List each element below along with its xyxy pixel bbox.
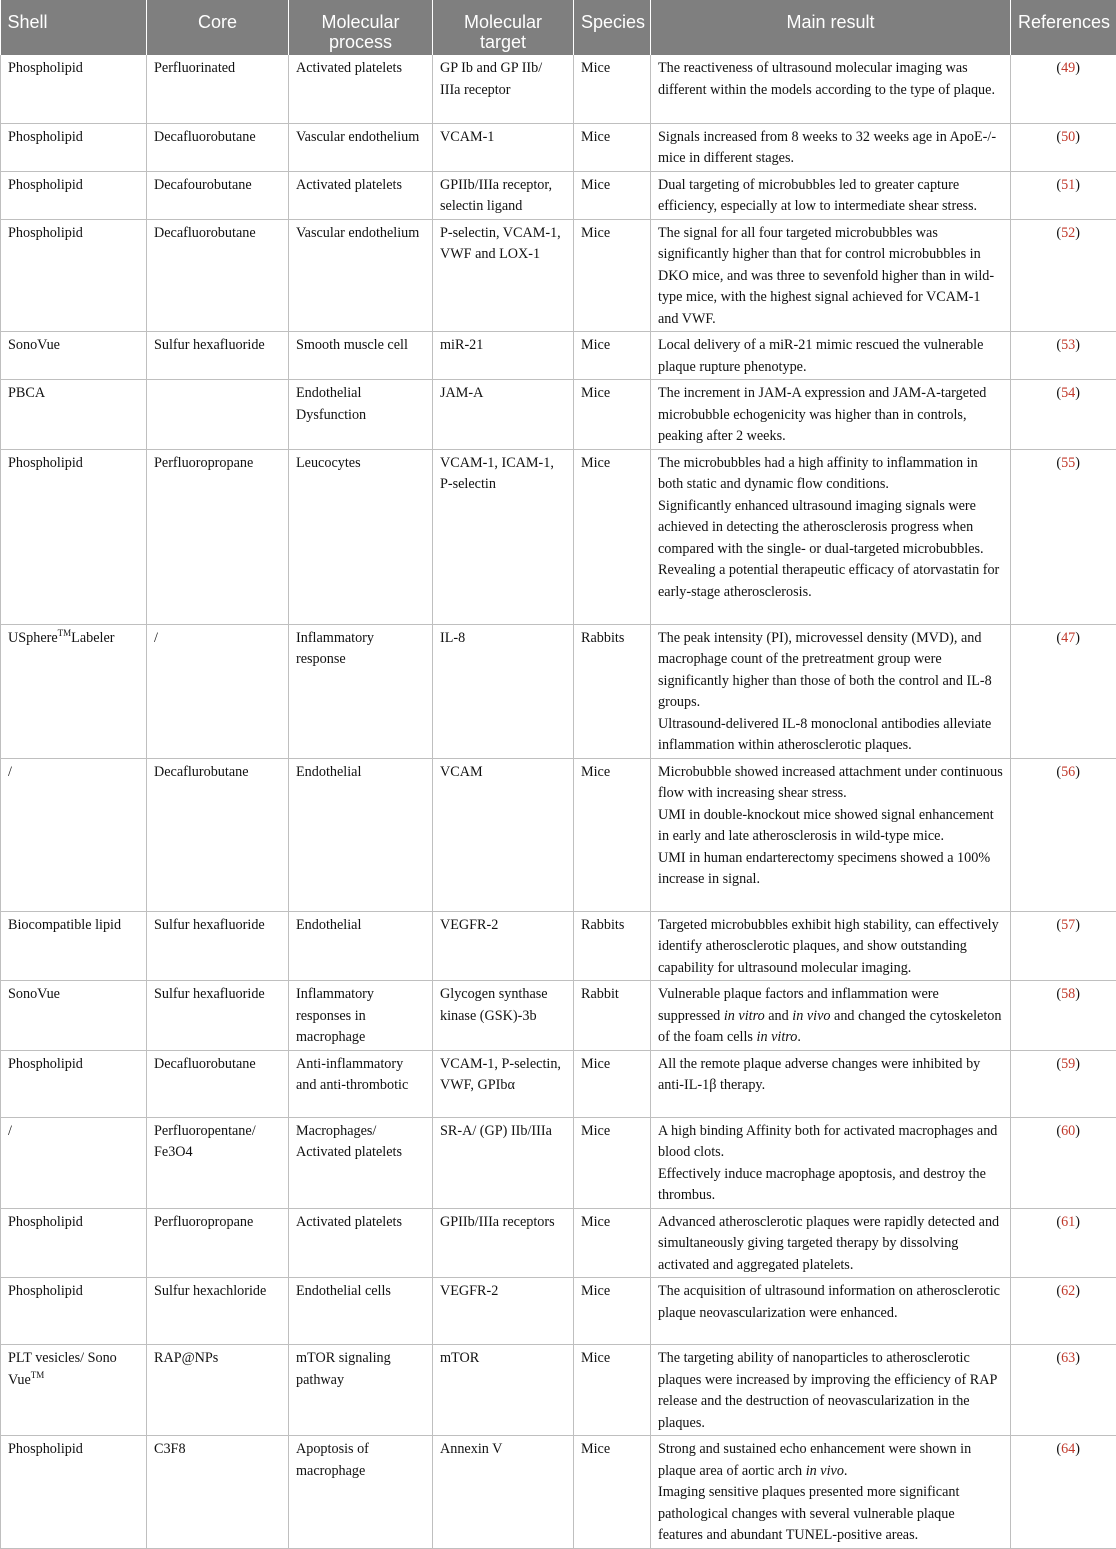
cell-core: Decaflurobutane: [147, 758, 289, 911]
cell-molecular-process: Endothelial: [289, 758, 433, 911]
cell-shell: [1, 380, 147, 450]
table-row: [1, 1050, 1116, 1117]
cell-core: Sulfur hexachloride: [147, 1278, 289, 1345]
trademark-superscript: TM: [58, 628, 72, 638]
cell-species: Rabbits: [574, 911, 651, 981]
table-row: [1, 55, 1116, 123]
cell-core: C3F8: [147, 1436, 289, 1549]
reference-link[interactable]: 63: [1061, 1350, 1075, 1366]
cell-molecular-target: VCAM-1, P-selectin, VWF, GPIbα: [433, 1050, 574, 1117]
result-line: The signal for all four targeted microbubbles was significantly higher than that for control microbubbles in DKO mice, and was three to sevenfold higher than in wild-type mice, with the highest signal achieved for VCAM-1 and VWF.: [658, 223, 1003, 331]
shell-text: Phospholipid: [8, 177, 83, 193]
cell-shell: [1, 219, 147, 332]
cell-core: Perfluoropentane/ Fe3O4: [147, 1117, 289, 1208]
cell-reference: (57): [1011, 911, 1116, 981]
reference-link[interactable]: 62: [1061, 1283, 1075, 1299]
table-row: [1, 380, 1116, 450]
cell-molecular-target: SR-A/ (GP) IIb/IIIa: [433, 1117, 574, 1208]
cell-shell: [1, 1117, 147, 1208]
cell-molecular-process: Macrophages/ Activated platelets: [289, 1117, 433, 1208]
table-row: [1, 1345, 1116, 1436]
reference-link[interactable]: 57: [1061, 917, 1075, 933]
result-line: The peak intensity (PI), microvessel density (MVD), and macrophage count of the pretreatment group were significantly higher than those of both the control and IL-8 groups.: [658, 628, 1003, 714]
result-line: Signals increased from 8 weeks to 32 weeks age in ApoE-/-mice in different stages.: [658, 127, 1003, 170]
cell-reference: (59): [1011, 1050, 1116, 1117]
cell-molecular-process: Endothelial: [289, 911, 433, 981]
cell-core: Sulfur hexafluoride: [147, 981, 289, 1051]
cell-shell: [1, 332, 147, 380]
cell-core: Perfluoropropane: [147, 449, 289, 624]
result-line: UMI in human endarterectomy specimens showed a 100% increase in signal.: [658, 848, 1003, 891]
cell-main-result: [651, 171, 1011, 219]
table-row: [1, 1117, 1116, 1208]
shell-text: /: [8, 1123, 12, 1139]
cell-molecular-process: Inflammatory response: [289, 624, 433, 758]
cell-reference: (58): [1011, 981, 1116, 1051]
cell-molecular-process: Vascular endothelium: [289, 123, 433, 171]
cell-shell: [1, 1050, 147, 1117]
reference-link[interactable]: 52: [1061, 225, 1075, 241]
cell-molecular-target: IL-8: [433, 624, 574, 758]
cell-molecular-target: Glycogen synthase kinase (GSK)-3b: [433, 981, 574, 1051]
result-line: Microbubble showed increased attachment under continuous flow with increasing shear stress.: [658, 762, 1003, 805]
cell-core: /: [147, 624, 289, 758]
cell-molecular-process: Inflammatory responses in macrophage: [289, 981, 433, 1051]
cell-main-result: [651, 1117, 1011, 1208]
result-line: A high binding Affinity both for activated macrophages and blood clots.: [658, 1121, 1003, 1164]
result-line: The reactiveness of ultrasound molecular imaging was different within the models according to the type of plaque.: [658, 58, 1003, 101]
reference-link[interactable]: 56: [1061, 764, 1075, 780]
cell-molecular-target: miR-21: [433, 332, 574, 380]
cell-species: Mice: [574, 171, 651, 219]
table-row: [1, 1436, 1116, 1549]
header-molecular-target: Molecular target: [433, 0, 574, 55]
cell-species: Rabbit: [574, 981, 651, 1051]
cell-molecular-target: VCAM-1: [433, 123, 574, 171]
cell-reference: (61): [1011, 1208, 1116, 1278]
cell-molecular-process: Anti-inflammatory and anti-thrombotic: [289, 1050, 433, 1117]
cell-core: Sulfur hexafluoride: [147, 332, 289, 380]
cell-reference: (62): [1011, 1278, 1116, 1345]
reference-link[interactable]: 47: [1061, 630, 1075, 646]
cell-reference: (53): [1011, 332, 1116, 380]
cell-molecular-target: GPIIb/IIIa receptors: [433, 1208, 574, 1278]
cell-reference: (64): [1011, 1436, 1116, 1549]
table-row: [1, 449, 1116, 624]
cell-species: Rabbits: [574, 624, 651, 758]
cell-core: RAP@NPs: [147, 1345, 289, 1436]
cell-main-result: Strong and sustained echo enhancement were shown in plaque area of aortic arch in vivo. Imaging sensitive plaques presented more significant pathological changes with several vulnerable plaque features and abundant TUNEL-positive areas.: [651, 1436, 1011, 1549]
cell-shell: [1, 1345, 147, 1436]
cell-core: Perfluorinated: [147, 55, 289, 123]
cell-molecular-process: mTOR signaling pathway: [289, 1345, 433, 1436]
cell-reference: (52): [1011, 219, 1116, 332]
header-species: Species: [574, 0, 651, 55]
cell-molecular-process: Smooth muscle cell: [289, 332, 433, 380]
cell-molecular-process: Activated platelets: [289, 55, 433, 123]
cell-molecular-target: P-selectin, VCAM-1, VWF and LOX-1: [433, 219, 574, 332]
cell-molecular-target: VEGFR-2: [433, 911, 574, 981]
table-row: [1, 332, 1116, 380]
cell-molecular-process: Activated platelets: [289, 171, 433, 219]
cell-molecular-target: VCAM-1, ICAM-1, P-selectin: [433, 449, 574, 624]
result-line: Local delivery of a miR-21 mimic rescued the vulnerable plaque rupture phenotype.: [658, 335, 1003, 378]
cell-core: Decafourobutane: [147, 171, 289, 219]
cell-species: Mice: [574, 1208, 651, 1278]
cell-reference: (54): [1011, 380, 1116, 450]
cell-main-result: [651, 123, 1011, 171]
cell-species: Mice: [574, 55, 651, 123]
cell-shell: [1, 55, 147, 123]
cell-core: [147, 380, 289, 450]
header-row: [1, 0, 1116, 55]
shell-text: Phospholipid: [8, 1441, 83, 1457]
cell-molecular-process: Endothelial cells: [289, 1278, 433, 1345]
table-row: [1, 219, 1116, 332]
result-line: Advanced atherosclerotic plaques were rapidly detected and simultaneously giving targeted therapy by dissolving activated and aggregated platelets.: [658, 1212, 1003, 1277]
cell-reference: (47): [1011, 624, 1116, 758]
cell-species: Mice: [574, 1436, 651, 1549]
cell-molecular-target: Annexin V: [433, 1436, 574, 1549]
cell-shell: [1, 981, 147, 1051]
shell-text: SonoVue: [8, 986, 60, 1002]
table-row: [1, 911, 1116, 981]
cell-shell: [1, 1436, 147, 1549]
table-row: [1, 123, 1116, 171]
cell-reference: (49): [1011, 55, 1116, 123]
shell-text-tail: Labeler: [71, 630, 114, 646]
cell-shell: [1, 758, 147, 911]
reference-link[interactable]: 58: [1061, 986, 1075, 1002]
cell-shell: [1, 123, 147, 171]
shell-text: USphere: [8, 630, 58, 646]
reference-link[interactable]: 49: [1061, 60, 1075, 76]
cell-shell: [1, 911, 147, 981]
table-body: [1, 55, 1116, 1548]
cell-species: Mice: [574, 1345, 651, 1436]
shell-text: Biocompatible lipid: [8, 917, 121, 933]
shell-text: /: [8, 764, 12, 780]
cell-molecular-target: GP Ib and GP IIb/ IIIa receptor: [433, 55, 574, 123]
cell-reference: (63): [1011, 1345, 1116, 1436]
result-line: Effectively induce macrophage apoptosis, and destroy the thrombus.: [658, 1164, 1003, 1207]
cell-main-result: [651, 219, 1011, 332]
cell-main-result: [651, 1050, 1011, 1117]
result-line: UMI in double-knockout mice showed signal enhancement in early and late atherosclerosis in wild-type mice.: [658, 805, 1003, 848]
reference-link[interactable]: 60: [1061, 1123, 1075, 1139]
reference-link[interactable]: 61: [1061, 1214, 1075, 1230]
cell-shell: [1, 171, 147, 219]
cell-main-result: [651, 1208, 1011, 1278]
cell-reference: (50): [1011, 123, 1116, 171]
result-line: All the remote plaque adverse changes were inhibited by anti-IL-1β therapy.: [658, 1054, 1003, 1097]
shell-text: Phospholipid: [8, 1214, 83, 1230]
shell-text: Phospholipid: [8, 129, 83, 145]
cell-shell: [1, 1278, 147, 1345]
table-row: [1, 171, 1116, 219]
cell-core: Decafluorobutane: [147, 1050, 289, 1117]
cell-shell: [1, 1208, 147, 1278]
cell-main-result: [651, 1278, 1011, 1345]
cell-molecular-target: VCAM: [433, 758, 574, 911]
cell-main-result: [651, 758, 1011, 911]
cell-molecular-process: Vascular endothelium: [289, 219, 433, 332]
cell-reference: (56): [1011, 758, 1116, 911]
shell-text: Phospholipid: [8, 1283, 83, 1299]
cell-main-result: [651, 624, 1011, 758]
cell-main-result: [651, 449, 1011, 624]
result-line: Significantly enhanced ultrasound imaging signals were achieved in detecting the atherosclerosis progress when compared with the single- or dual-targeted microbubbles.: [658, 496, 1003, 561]
cell-species: Mice: [574, 1117, 651, 1208]
result-line: Dual targeting of microbubbles led to greater capture efficiency, especially at low to intermediate shear stress.: [658, 175, 1003, 218]
table-row: [1, 624, 1116, 758]
result-line: The increment in JAM-A expression and JAM-A-targeted microbubble echogenicity was higher than in controls, peaking after 2 weeks.: [658, 383, 1003, 448]
shell-text: Phospholipid: [8, 1056, 83, 1072]
table-row: [1, 758, 1116, 911]
result-line: Revealing a potential therapeutic efficacy of atorvastatin for early-stage atherosclerosis.: [658, 560, 1003, 603]
cell-molecular-target: mTOR: [433, 1345, 574, 1436]
cell-core: Sulfur hexafluoride: [147, 911, 289, 981]
cell-molecular-target: VEGFR-2: [433, 1278, 574, 1345]
cell-reference: (51): [1011, 171, 1116, 219]
shell-text: Phospholipid: [8, 225, 83, 241]
reference-link[interactable]: 51: [1061, 177, 1075, 193]
cell-species: Mice: [574, 758, 651, 911]
cell-molecular-process: Activated platelets: [289, 1208, 433, 1278]
header-references: References: [1011, 0, 1116, 55]
shell-text: PBCA: [8, 385, 45, 401]
cell-species: Mice: [574, 1278, 651, 1345]
table-row: [1, 1208, 1116, 1278]
cell-molecular-target: JAM-A: [433, 380, 574, 450]
cell-main-result: [651, 332, 1011, 380]
cell-shell: [1, 624, 147, 758]
cell-species: Mice: [574, 219, 651, 332]
cell-core: Decafluorobutane: [147, 123, 289, 171]
reference-link[interactable]: 55: [1061, 455, 1075, 471]
header-main-result: Main result: [651, 0, 1011, 55]
shell-text: SonoVue: [8, 337, 60, 353]
header-shell: Shell: [1, 0, 147, 55]
cell-shell: [1, 449, 147, 624]
cell-species: Mice: [574, 123, 651, 171]
table-row: [1, 1278, 1116, 1345]
cell-main-result: [651, 1345, 1011, 1436]
cell-main-result: [651, 911, 1011, 981]
cell-reference: (55): [1011, 449, 1116, 624]
cell-reference: (60): [1011, 1117, 1116, 1208]
result-line: The microbubbles had a high affinity to inflammation in both static and dynamic flow conditions.: [658, 453, 1003, 496]
reference-link[interactable]: 59: [1061, 1056, 1075, 1072]
cell-main-result: [651, 380, 1011, 450]
cell-molecular-target: GPIIb/IIIa receptor, selectin ligand: [433, 171, 574, 219]
reference-link[interactable]: 53: [1061, 337, 1075, 353]
cell-main-result: [651, 55, 1011, 123]
cell-main-result: Vulnerable plaque factors and inflammation were suppressed in vitro and in vivo and changed the cytoskeleton of the foam cells in vitro.: [651, 981, 1011, 1051]
table-row: [1, 981, 1116, 1051]
cell-species: Mice: [574, 380, 651, 450]
shell-text: Phospholipid: [8, 60, 83, 76]
cell-molecular-process: Leucocytes: [289, 449, 433, 624]
shell-text: Phospholipid: [8, 455, 83, 471]
cell-molecular-process: Apoptosis of macrophage: [289, 1436, 433, 1549]
header-core: Core: [147, 0, 289, 55]
cell-species: Mice: [574, 1050, 651, 1117]
cell-core: Perfluoropropane: [147, 1208, 289, 1278]
trademark-superscript: TM: [31, 1370, 45, 1380]
result-line: Targeted microbubbles exhibit high stability, can effectively identify atherosclerotic plaques, and show outstanding capability for ultrasound molecular imaging.: [658, 915, 1003, 980]
shell-text: PLT vesicles/ Sono Vue: [8, 1350, 117, 1388]
cell-molecular-process: Endothelial Dysfunction: [289, 380, 433, 450]
reference-link[interactable]: 50: [1061, 129, 1075, 145]
cell-species: Mice: [574, 449, 651, 624]
result-line: The acquisition of ultrasound information on atherosclerotic plaque neovascularization were enhanced.: [658, 1281, 1003, 1324]
header-molecular-process: Molecular process: [289, 0, 433, 55]
reference-link[interactable]: 64: [1061, 1441, 1075, 1457]
cell-core: Decafluorobutane: [147, 219, 289, 332]
result-line: Ultrasound-delivered IL-8 monoclonal antibodies alleviate inflammation within atherosclerotic plaques.: [658, 714, 1003, 757]
cell-species: Mice: [574, 332, 651, 380]
result-line: The targeting ability of nanoparticles to atherosclerotic plaques were increased by improving the efficiency of RAP release and the destruction of neovascularization in the plaques.: [658, 1348, 1003, 1434]
reference-link[interactable]: 54: [1061, 385, 1075, 401]
